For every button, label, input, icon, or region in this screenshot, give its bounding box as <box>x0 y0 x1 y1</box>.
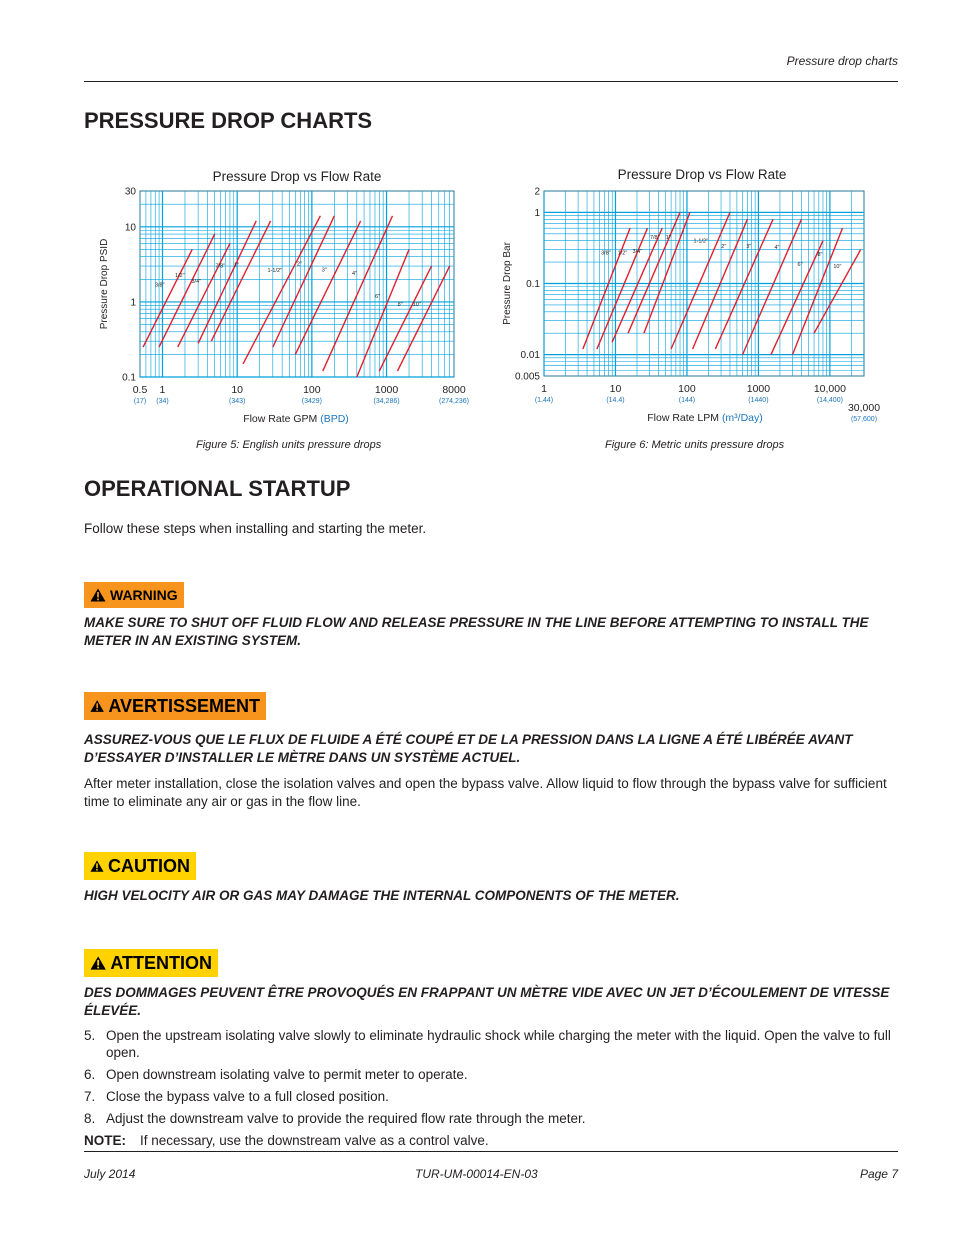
series-label: 1" <box>665 234 671 241</box>
x-tick-label: 100 <box>678 383 696 395</box>
caution-label: CAUTION <box>108 855 190 876</box>
chart-english <box>99 165 480 425</box>
warning-triangle-icon <box>90 698 104 714</box>
chart-metric-svg <box>500 165 890 430</box>
caution-triangle-icon <box>90 955 106 971</box>
chart-title: Pressure Drop vs Flow Rate <box>212 169 382 184</box>
attention-badge <box>84 949 218 977</box>
series-label: 6" <box>797 261 803 268</box>
plot-area <box>140 191 454 377</box>
footer-doc-id: TUR-UM-00014-EN-03 <box>415 1167 538 1181</box>
y-tick-label: 2 <box>534 186 540 198</box>
startup-intro: Follow these steps when installing and starting the meter. <box>84 521 427 536</box>
y-tick-label: 1 <box>130 297 136 309</box>
series-label: 2" <box>721 243 727 250</box>
series-label: 6" <box>375 293 381 300</box>
note <box>84 1133 489 1148</box>
footer-rule <box>84 1151 898 1152</box>
y-tick-label: 0.005 <box>514 371 540 383</box>
footer-date: July 2014 <box>84 1167 136 1181</box>
series-label: 1" <box>234 262 240 269</box>
figure-6-caption: Figure 6: Metric units pressure drops <box>605 439 785 451</box>
x-tick-label: 100 <box>303 384 321 396</box>
chart-title: Pressure Drop vs Flow Rate <box>617 167 787 182</box>
series-label: 7/8" <box>215 263 226 270</box>
series-label: 3/4" <box>191 278 202 285</box>
header-rule <box>84 81 898 82</box>
attention-label: ATTENTION <box>110 952 212 973</box>
y-tick-label: 1 <box>534 207 540 219</box>
x-axis-unit: (BPD) <box>320 413 349 425</box>
series-label: 3/8" <box>154 282 165 289</box>
series-label: 8" <box>397 301 403 308</box>
series-label: 3" <box>746 243 752 250</box>
x-axis-label: Flow Rate GPM (BPD) <box>243 413 349 425</box>
series-label: 7/8" <box>649 234 660 241</box>
y-tick-label: 0.01 <box>520 350 540 362</box>
series-label: 1-1/2" <box>267 268 283 275</box>
avertissement-text: ASSUREZ-VOUS QUE LE FLUX DE FLUIDE A ÉTÉ COUPÉ ET DE LA PRESSION DANS LA LIGNE A ÉTÉ LIBÉRÉE AVANT D’ESSAYER D’INSTALLER LE MÈTRE DANS UN SYSTÈME ACTUEL. <box>84 732 853 765</box>
avertissement-label: AVERTISSEMENT <box>108 695 260 716</box>
x-tick-alt-label: (34,286) <box>373 398 400 405</box>
x-tick-label: 1000 <box>746 383 771 395</box>
x-tick-label: 10 <box>609 383 622 395</box>
series-label: 2" <box>296 261 302 268</box>
series-label: 3/8" <box>601 250 611 257</box>
x-tick-label: 8000 <box>442 384 466 396</box>
x-tick-label: 10,000 <box>813 383 846 395</box>
series-label: 4" <box>351 270 357 277</box>
y-axis-label: Pressure Drop Bar <box>502 242 513 325</box>
series-label: 8" <box>817 251 823 258</box>
x-axis-unit: (m³/Day) <box>721 412 763 424</box>
x-tick-alt-label: (34) <box>156 398 169 405</box>
x-axis-label: Flow Rate LPM (m³/Day) <box>647 412 763 424</box>
x-tick-alt-label: (1440) <box>748 397 769 404</box>
x-tick-label: 30,000 <box>847 402 881 414</box>
warning-triangle-icon <box>90 588 106 602</box>
y-tick-label: 0.1 <box>122 372 136 384</box>
y-axis-label: Pressure Drop PSID <box>99 238 110 330</box>
x-tick-alt-label: (274,236) <box>439 398 469 405</box>
series-label: 3/4" <box>632 249 643 256</box>
caution-triangle-icon <box>90 858 104 874</box>
series-label: 1/2" <box>174 273 185 280</box>
x-tick-label: 1 <box>159 384 166 396</box>
note-label: NOTE: <box>84 1133 126 1148</box>
warning-label: WARNING <box>110 587 178 603</box>
series-label: 10" <box>412 301 421 308</box>
x-tick-label: 0.5 <box>132 384 148 396</box>
avertissement-badge <box>84 692 266 720</box>
series-label: 10" <box>833 263 842 270</box>
x-tick-alt-label: (144) <box>678 397 696 404</box>
x-tick-alt-label: (14,400) <box>816 397 843 404</box>
series-label: 1-1/2" <box>693 238 709 245</box>
y-tick-label: 30 <box>124 186 136 198</box>
attention-text: DES DOMMAGES PEUVENT ÊTRE PROVOQUÉS EN FRAPPANT UN MÈTRE VIDE AVEC UN JET D’ÉCOULEMENT DE VITESSE ÉLEVÉE. <box>84 985 890 1018</box>
list-item: 6. Open downstream isolating valve to permit meter to operate. <box>84 1067 468 1082</box>
series-label: 1/2" <box>617 250 628 257</box>
x-tick-alt-label: (17) <box>133 398 147 405</box>
x-tick-alt-label: (1.44) <box>534 397 554 404</box>
series-label: 4" <box>774 245 780 252</box>
chart-metric <box>500 165 890 430</box>
chart-english-svg <box>99 165 480 425</box>
x-tick-alt-label: (3429) <box>301 398 322 405</box>
x-tick-label: 1 <box>541 383 547 395</box>
section-title-startup: OPERATIONAL STARTUP <box>84 476 351 501</box>
x-tick-label: 1000 <box>374 384 399 396</box>
y-tick-label: 10 <box>124 222 136 234</box>
list-item: 5. Open the upstream isolating valve slowly to eliminate hydraulic shock while charging the meter with the liquid. Open the valve to full open. <box>84 1028 891 1060</box>
x-tick-alt-label: (14.4) <box>606 397 625 404</box>
footer-page: Page 7 <box>859 1167 898 1181</box>
list-item: 7. Close the bypass valve to a full closed position. <box>84 1089 389 1104</box>
warning-text: MAKE SURE TO SHUT OFF FLUID FLOW AND RELEASE PRESSURE IN THE LINE BEFORE ATTEMPTING TO INSTALL THE METER IN AN EXISTING SYSTEM. <box>84 615 869 648</box>
note-text: If necessary, use the downstream valve as a control valve. <box>140 1133 489 1148</box>
running-header: Pressure drop charts <box>786 54 898 68</box>
caution-text: HIGH VELOCITY AIR OR GAS MAY DAMAGE THE INTERNAL COMPONENTS OF THE METER. <box>84 888 680 903</box>
after-install-text: After meter installation, close the isolation valves and open the bypass valve. Allow liquid to flow through the bypass valve for sufficient time to eliminate any air or gas in the flow line. <box>84 776 887 809</box>
list-item: 8. Adjust the downstream valve to provide the required flow rate through the meter. <box>84 1111 586 1126</box>
x-tick-alt-label: (343) <box>229 398 246 405</box>
figure-5-caption: Figure 5: English units pressure drops <box>196 439 382 451</box>
series-label: 3" <box>321 267 327 274</box>
startup-steps-list <box>84 1027 900 1132</box>
y-tick-label: 0.1 <box>526 279 540 290</box>
x-tick-label: 10 <box>231 384 244 396</box>
x-tick-alt-label: (57,600) <box>850 416 878 423</box>
section-title-pressure: PRESSURE DROP CHARTS <box>84 108 373 133</box>
warning-badge <box>84 582 184 608</box>
caution-badge <box>84 852 196 880</box>
